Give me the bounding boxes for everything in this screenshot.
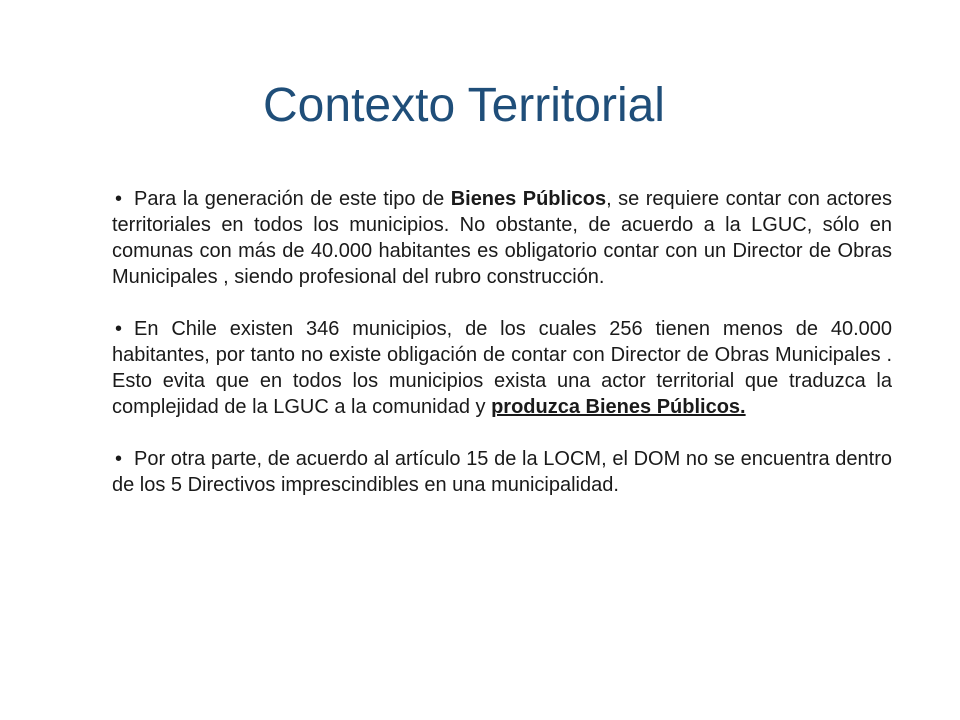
bullet-icon: • [115, 448, 123, 470]
bienes-publicos-term: Bienes Públicos [450, 188, 607, 210]
paragraph-1-text-end: , se requiere contar con actores territoriales en todos los municipios. No obstante, de acuerdo a la LGUC, sólo en comunas con más de 40.000 habitantes es obligatorio contar con un Director de Obras Municipales , siendo profesional del rubro construcción. [112, 188, 892, 288]
bullet-icon: • [115, 188, 123, 210]
paragraph-1-text-start: Para la generación de este tipo de [134, 188, 451, 210]
paragraph-3-text: Por otra parte, de acuerdo al artículo 15 de la LOCM, el DOM no se encuentra dentro de los 5 Directivos imprescindibles en una municipalidad. [112, 448, 892, 496]
slide-title: Contexto Territorial [263, 79, 665, 132]
produzca-bienes-publicos-term: produzca Bienes Públicos. [491, 396, 746, 418]
bullet-icon: • [115, 318, 123, 340]
bullet-paragraph-3 [112, 446, 892, 498]
bullet-paragraph-1 [112, 186, 892, 290]
slide-body [112, 186, 892, 524]
paragraph-2-text: En Chile existen 346 municipios, de los cuales 256 tienen menos de 40.000 habitantes, por tanto no existe obligación de contar con Director de Obras Municipales . Esto evita que en todos los municipios exista una actor territorial que traduzca la complejidad de la LGUC a la comunidad y [112, 318, 892, 418]
bullet-paragraph-2 [112, 316, 892, 420]
